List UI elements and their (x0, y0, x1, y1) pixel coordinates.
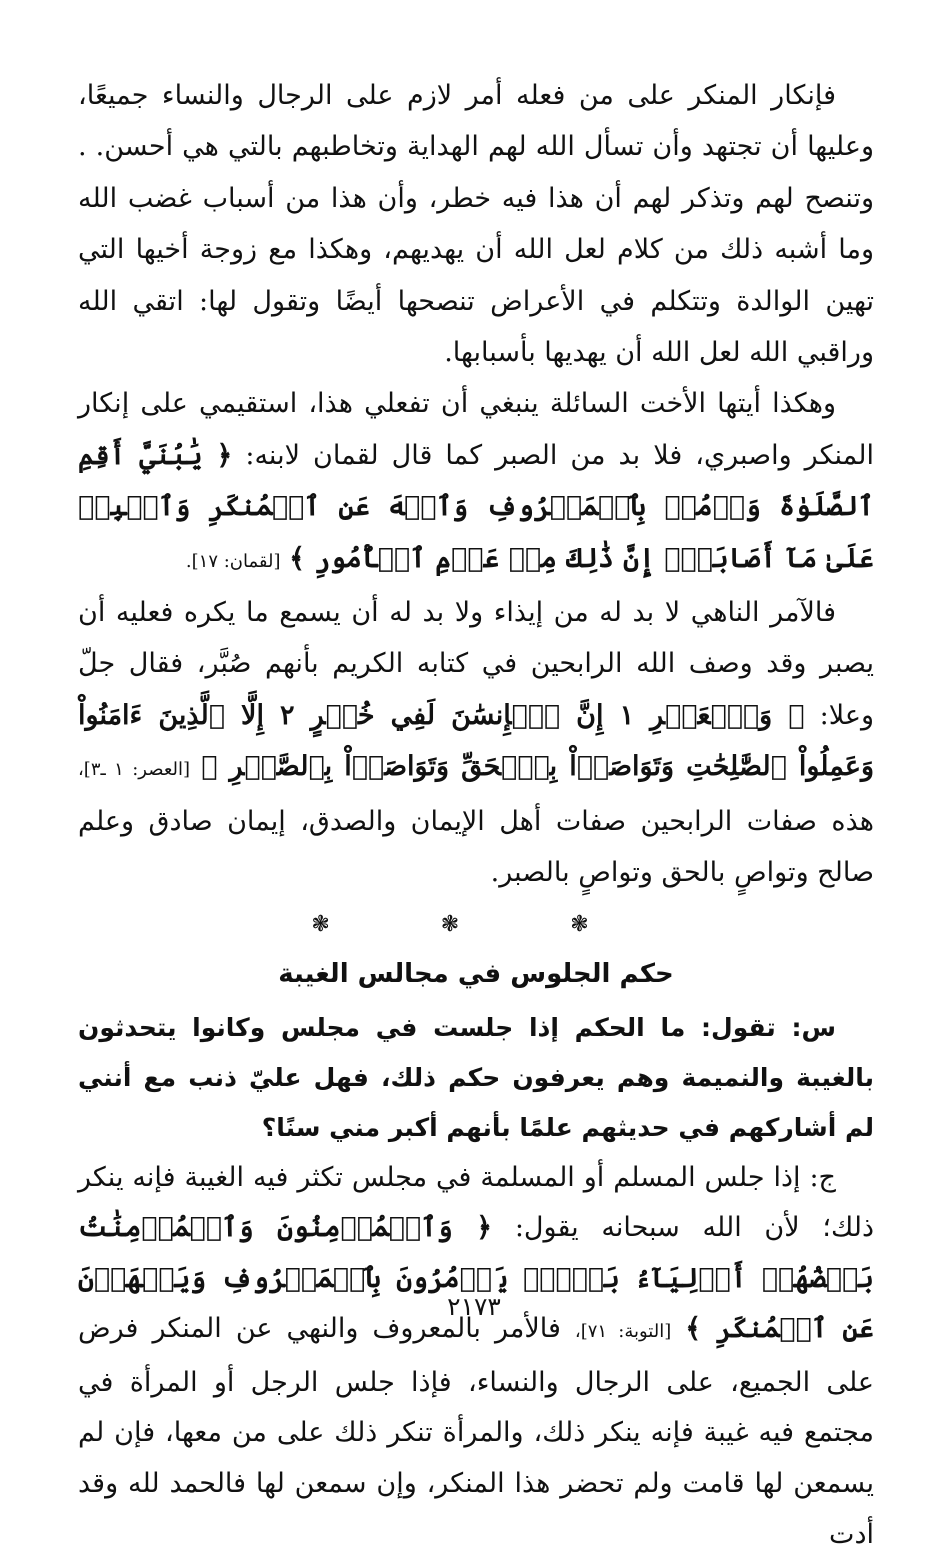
paragraph-3-tail: هذه صفات الرابحين صفات أهل الإيمان والصدق، إيمان صادق وعلم صالح وتواصٍ بالحق وتواصٍ بالصبر. (78, 806, 874, 888)
answer-text: ج: إذا جلس المسلم أو المسلمة في مجلس تكثر فيه الغيبة فإنه ينكر ذلك؛ لأن الله سبحانه يقول: (78, 1162, 874, 1244)
verse-reference-tawbah: [التوبة: ٧١]، (575, 1321, 671, 1342)
section-title: حكم الجلوس في مجالس الغيبة (78, 949, 874, 999)
paragraph-1 (78, 70, 874, 378)
verse-reference-asr: [العصر: ١ ـ٣]، (78, 759, 190, 780)
quran-verse-asr: ﴿ وَٱلۡعَصۡرِ ١ إِنَّ ٱلۡإِنسَٰنَ لَفِي خُسۡرٍ ٢ إِلَّا ٱلَّذِينَ ءَامَنُواْ وَعَمِلُواْ ٱلصَّٰلِحَٰتِ وَتَوَاصَوۡاْ بِٱلۡحَقِّ وَتَوَاصَوۡاْ بِٱلصَّبۡرِ ﴾ (78, 700, 874, 782)
paragraph-2-text: وهكذا أيتها الأخت السائلة ينبغي أن تفعلي هذا، استقيمي على إنكار المنكر واصبري، فلا بد من الصبر كما قال لقمان لابنه: (78, 388, 874, 470)
paragraph-3 (78, 587, 874, 898)
section-divider-stars: ❃ ❃ ❃ (78, 903, 874, 947)
question-text: س: تقول: ما الحكم إذا جلست في مجلس وكانوا يتحدثون بالغيبة والنميمة وهم يعرفون حكم ذلك، فهل عليّ ذنب مع أنني لم أشاركهم في حديثهم علمًا بأنهم أكبر مني سنًا؟ (78, 1003, 874, 1153)
quran-verse-luqman: ﴿ يَٰبُنَيَّ أَقِمِ ٱلصَّلَوٰةَ وَأۡمُرۡ بِٱلۡمَعۡرُوفِ وَٱنۡهَ عَنِ ٱلۡمُنكَرِ وَٱصۡبِرۡ عَلَىٰ مَآ أَصَابَكَۖ إِنَّ ذَٰلِكَ مِنۡ عَزۡمِ ٱلۡأُمُورِ ﴾ (78, 440, 874, 574)
page-number: ٢١٧٣ (0, 1292, 948, 1321)
answer-paragraph (78, 1153, 874, 1560)
quran-verse-tawbah: ﴿ وَٱلۡمُؤۡمِنُونَ وَٱلۡمُؤۡمِنَٰتُ بَعۡضُهُمۡ أَوۡلِيَآءُ بَعۡضٖۚ يَأۡمُرُونَ بِٱلۡمَعۡرُوفِ وَيَنۡهَوۡنَ عَنِ ٱلۡمُنكَرِ ﴾ (78, 1212, 874, 1344)
verse-reference-luqman: [لقمان: ١٧]. (186, 551, 281, 572)
page-body (78, 70, 874, 1560)
paragraph-3-text: فالآمر الناهي لا بد له من إيذاء ولا بد له أن يسمع ما يكره فعليه أن يصبر وقد وصف الله الرابحين في كتابه الكريم بأنهم صُبَّر، فقال جلّ وعلا: (78, 597, 874, 731)
answer-tail: فالأمر بالمعروف والنهي عن المنكر فرض على الجميع، على الرجال والنساء، فإذا جلس الرجل أو المرأة في مجتمع فيه غيبة فإنه ينكر ذلك، والمرأة تنكر ذلك على من معها، فإن لم يسمعن لها قامت ولم تحضر هذا المنكر، وإن سمعن لها فالحمد لله وقد أدت (78, 1313, 874, 1549)
paragraph-1-text: فإنكار المنكر على من فعله أمر لازم على الرجال والنساء جميعًا، وعليها أن تجتهد وأن تسأل الله لهم الهداية وتخاطبهم بالتي هي أحسن. . وتنصح لهم وتذكر لهم أن هذا فيه خطر، وأن هذا من أسباب غضب الله وما أشبه ذلك من كلام لعل الله أن يهديهم، وهكذا مع زوجة أخيها التي تهين الوالدة وتتكلم في الأعراض تنصحها أيضًا وتقول لها: اتقي الله وراقبي الله لعل الله أن يهديها بأسبابها. (78, 80, 874, 368)
paragraph-2 (78, 378, 874, 587)
